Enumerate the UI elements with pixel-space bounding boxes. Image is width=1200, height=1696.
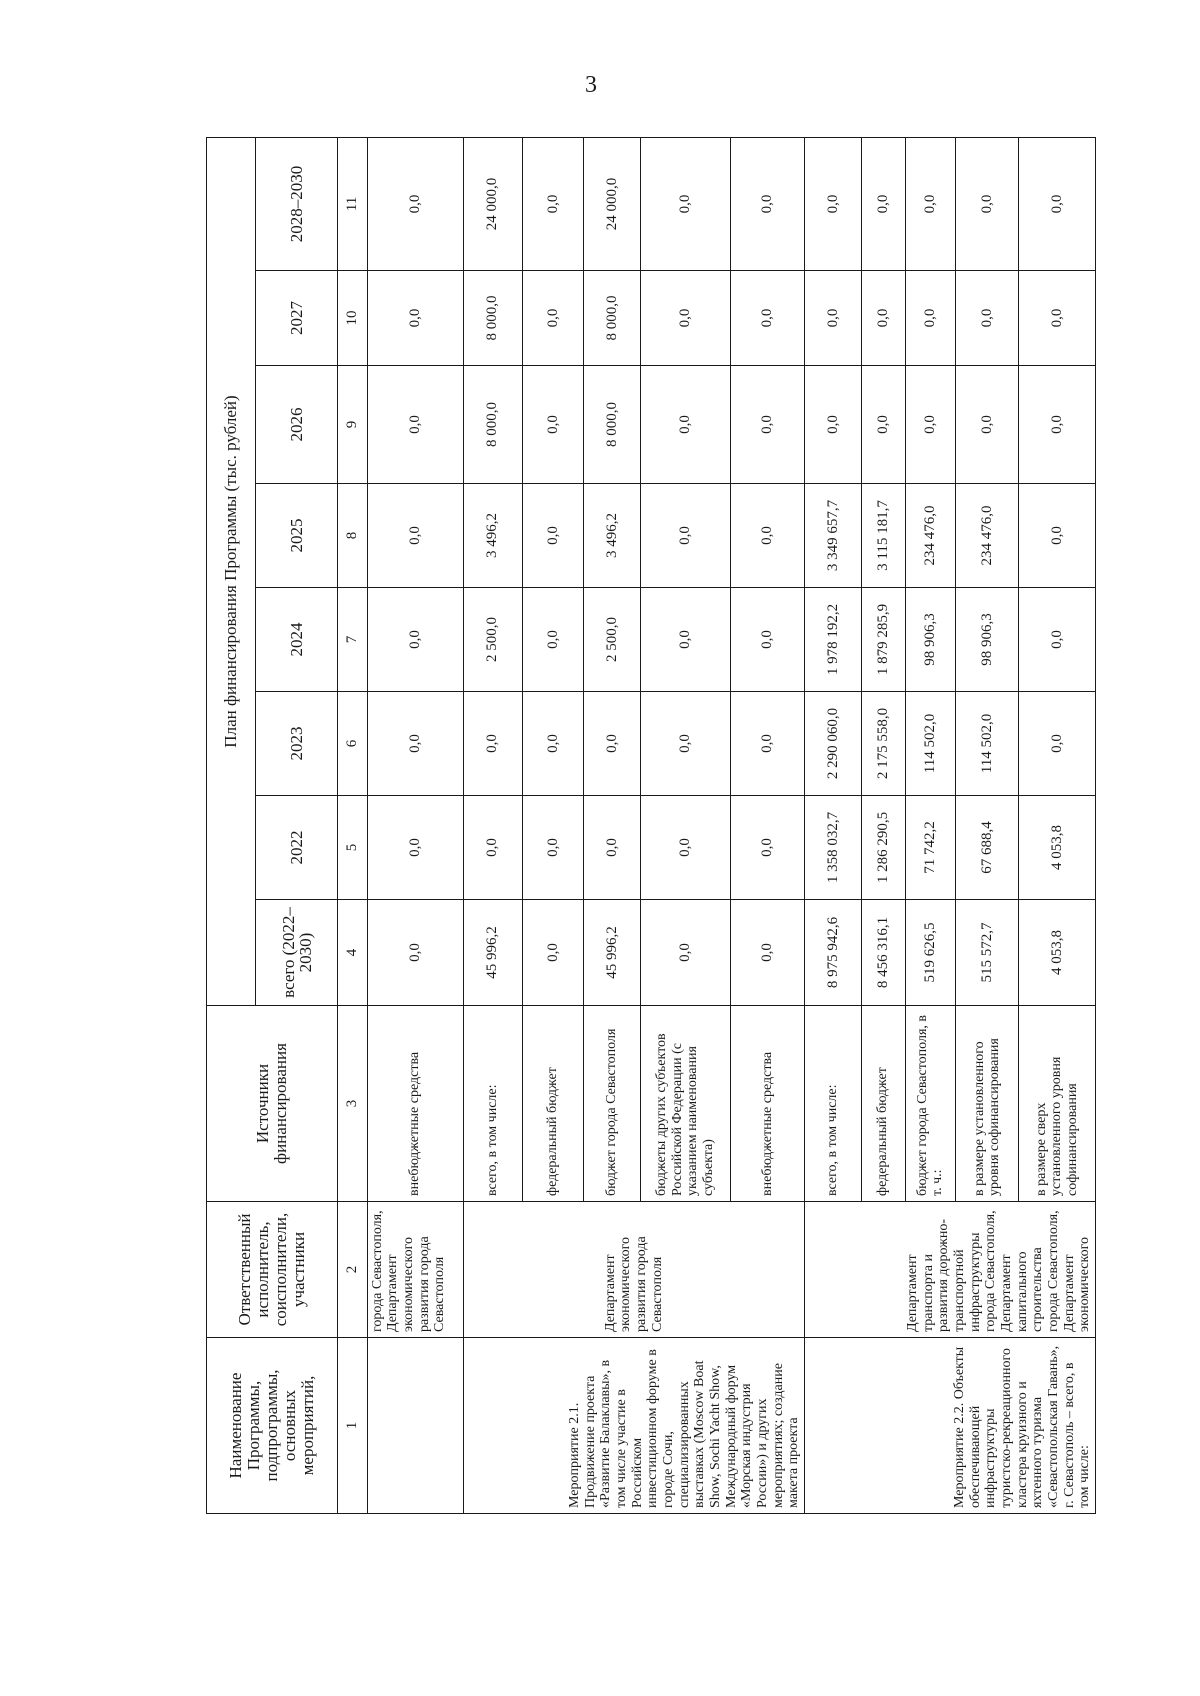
column-number: 8 [338,484,368,588]
value-cell: 98 906,3 [905,588,955,692]
financing-table [206,137,1096,1514]
value-cell: 0,0 [730,138,804,271]
value-cell: 515 572,7 [955,900,1018,1006]
value-cell: 24 000,0 [463,138,522,271]
value-cell: 0,0 [805,138,862,271]
value-cell: 8 456 316,1 [861,900,905,1006]
header-year: 2022 [256,796,338,900]
header-year: 2027 [256,271,338,366]
value-cell: 0,0 [367,484,463,588]
value-cell: 0,0 [463,796,522,900]
value-cell: 0,0 [861,366,905,484]
source-cell: федеральный бюджет [522,1006,583,1202]
page-number: 3 [585,72,597,98]
value-cell: 0,0 [641,588,731,692]
value-cell: 1 879 285,9 [861,588,905,692]
value-cell: 8 000,0 [463,271,522,366]
value-cell: 0,0 [730,796,804,900]
value-cell: 2 175 558,0 [861,692,905,796]
value-cell: 0,0 [905,138,955,271]
financing-table-rotated [206,138,1096,1514]
column-number: 6 [338,692,368,796]
value-cell: 519 626,5 [905,900,955,1006]
value-cell: 3 115 181,7 [861,484,905,588]
measure-name-cell: Мероприятие 2.2. Объекты обеспечивающей инфраструктуры туристско-рекреационного кластера круизного и яхтенного туризма «Севастопольская Гавань», г. Севастополь – всего, в том числе: [805,1338,1096,1514]
column-number: 11 [338,138,368,271]
value-cell: 0,0 [730,484,804,588]
column-number: 4 [338,900,368,1006]
value-cell: 2 500,0 [584,588,641,692]
value-cell: 4 053,8 [1019,900,1096,1006]
value-cell: 3 496,2 [584,484,641,588]
responsible-cell: Департамент транспорта и развития дорожно-транспортной инфраструктуры города Севастополя, Департамент капитального строительства города Севастополя, Департамент экономического [805,1202,1096,1338]
value-cell: 0,0 [905,271,955,366]
table-row [805,138,862,1514]
value-cell: 0,0 [641,271,731,366]
source-cell: внебюджетные средства [730,1006,804,1202]
value-cell: 0,0 [730,692,804,796]
header-total: всего (2022–2030) [256,900,338,1006]
measure-name-cell [367,1338,463,1514]
value-cell: 0,0 [584,796,641,900]
source-cell: всего, в том числе: [463,1006,522,1202]
value-cell: 45 996,2 [463,900,522,1006]
value-cell: 0,0 [367,900,463,1006]
source-cell: бюджет города Севастополя [584,1006,641,1202]
value-cell: 98 906,3 [955,588,1018,692]
header-year: 2025 [256,484,338,588]
header-source: Источники финансирования [207,1006,338,1202]
value-cell: 0,0 [1019,588,1096,692]
source-cell: в размере установленного уровня софинансирования [955,1006,1018,1202]
source-cell: внебюджетные средства [367,1006,463,1202]
value-cell: 2 500,0 [463,588,522,692]
value-cell: 0,0 [805,366,862,484]
value-cell: 0,0 [522,796,583,900]
header-plan: План финансирования Программы (тыс. рублей) [207,138,256,1006]
value-cell: 0,0 [641,796,731,900]
value-cell: 0,0 [955,271,1018,366]
value-cell: 67 688,4 [955,796,1018,900]
value-cell: 0,0 [730,900,804,1006]
value-cell: 0,0 [522,900,583,1006]
column-number: 3 [338,1006,368,1202]
header-year: 2023 [256,692,338,796]
value-cell: 8 000,0 [584,271,641,366]
responsible-cell: города Севастополя, Департамент экономического развития города Севастополя [367,1202,463,1338]
value-cell: 0,0 [367,138,463,271]
value-cell: 114 502,0 [905,692,955,796]
value-cell: 4 053,8 [1019,796,1096,900]
source-cell: в размере сверх установленного уровня софинансирования [1019,1006,1096,1202]
source-cell: бюджет города Севастополя, в т. ч.: [905,1006,955,1202]
value-cell: 0,0 [463,692,522,796]
value-cell: 0,0 [367,692,463,796]
value-cell: 0,0 [1019,692,1096,796]
source-cell: бюджеты других субъектов Российской Федерации (с указанием наименования субъекта) [641,1006,731,1202]
measure-name-cell: Мероприятие 2.1. Продвижение проекта «Развитие Балаклавы», в том числе участие в Российском инвестиционном форуме в городе Сочи, специализированных выставках (Moscow Boat Show, Sochi Yacht Show, Международный форум «Морская индустрия России») и других мероприятиях; создание макета проекта [463,1338,804,1514]
value-cell: 0,0 [641,692,731,796]
responsible-cell: Департамент экономического развития города Севастополя [463,1202,804,1338]
value-cell: 0,0 [522,366,583,484]
header-year: 2024 [256,588,338,692]
source-cell: федеральный бюджет [861,1006,905,1202]
table-row [367,138,463,1514]
value-cell: 0,0 [584,692,641,796]
value-cell: 0,0 [1019,138,1096,271]
value-cell: 1 978 192,2 [805,588,862,692]
value-cell: 8 000,0 [584,366,641,484]
value-cell: 0,0 [367,366,463,484]
column-number: 5 [338,796,368,900]
value-cell: 0,0 [367,271,463,366]
header-year: 2028–2030 [256,138,338,271]
value-cell: 1 358 032,7 [805,796,862,900]
value-cell: 0,0 [905,366,955,484]
value-cell: 234 476,0 [955,484,1018,588]
value-cell: 3 496,2 [463,484,522,588]
value-cell: 0,0 [522,692,583,796]
value-cell: 0,0 [522,588,583,692]
value-cell: 0,0 [1019,366,1096,484]
value-cell: 0,0 [641,138,731,271]
value-cell: 0,0 [730,366,804,484]
value-cell: 0,0 [955,138,1018,271]
value-cell: 114 502,0 [955,692,1018,796]
value-cell: 24 000,0 [584,138,641,271]
value-cell: 8 000,0 [463,366,522,484]
value-cell: 0,0 [367,588,463,692]
value-cell: 3 349 657,7 [805,484,862,588]
value-cell: 71 742,2 [905,796,955,900]
table-row [463,138,522,1514]
value-cell: 0,0 [641,366,731,484]
value-cell: 0,0 [522,138,583,271]
header-responsible: Ответственный исполнитель, соисполнители, участники [207,1202,338,1338]
value-cell: 0,0 [861,138,905,271]
value-cell: 0,0 [641,484,731,588]
value-cell: 8 975 942,6 [805,900,862,1006]
value-cell: 0,0 [955,366,1018,484]
value-cell: 0,0 [367,796,463,900]
value-cell: 0,0 [730,588,804,692]
column-number: 10 [338,271,368,366]
value-cell: 1 286 290,5 [861,796,905,900]
value-cell: 0,0 [805,271,862,366]
value-cell: 0,0 [641,900,731,1006]
value-cell: 0,0 [522,271,583,366]
column-number: 2 [338,1202,368,1338]
source-cell: всего, в том числе: [805,1006,862,1202]
value-cell: 0,0 [730,271,804,366]
value-cell: 0,0 [1019,484,1096,588]
column-number: 1 [338,1338,368,1514]
value-cell: 0,0 [522,484,583,588]
column-number: 9 [338,366,368,484]
value-cell: 45 996,2 [584,900,641,1006]
value-cell: 0,0 [861,271,905,366]
header-year: 2026 [256,366,338,484]
value-cell: 234 476,0 [905,484,955,588]
value-cell: 0,0 [1019,271,1096,366]
column-number: 7 [338,588,368,692]
value-cell: 2 290 060,0 [805,692,862,796]
header-name: Наименование Программы, подпрограммы, основных мероприятий, [207,1338,338,1514]
